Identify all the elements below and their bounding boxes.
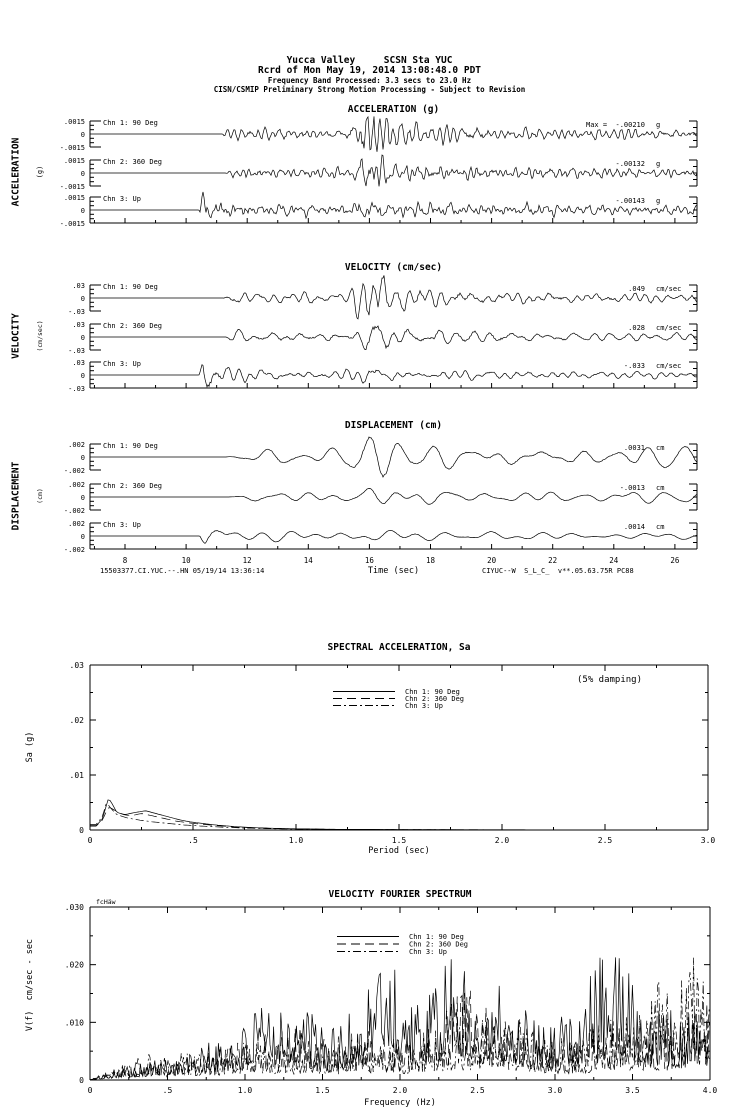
fourier-ylabel: V(f) cm/sec - sec <box>25 938 35 1032</box>
x-tick-label: 2.5 <box>470 1086 485 1095</box>
channel-label: Chn 1: 90 Deg <box>103 442 158 450</box>
time-tick-label: 22 <box>548 556 558 565</box>
legend-label: Chn 1: 90 Deg <box>409 933 464 941</box>
strip-ytick-label: .002 <box>68 520 85 528</box>
station-title: Yucca Valley SCSN Sta YUC <box>286 55 453 66</box>
legend-label: Chn 3: Up <box>405 702 443 710</box>
time-tick-label: 8 <box>122 556 128 565</box>
channel-label: Chn 2: 360 Deg <box>103 482 163 490</box>
x-tick-label: .5 <box>162 1086 173 1095</box>
strip-ytick-label: .0015 <box>63 194 85 202</box>
max-unit-label: cm/sec <box>656 285 682 293</box>
y-tick-label: 0 <box>79 826 84 835</box>
processing-disclaimer: CISN/CSMIP Preliminary Strong Motion Processing - Subject to Revision <box>213 85 526 94</box>
strip-ytick-label: -.0015 <box>59 144 85 152</box>
waveform-trace <box>90 365 697 387</box>
strip-ytick-label: -.0015 <box>59 220 85 228</box>
time-tick-label: 10 <box>181 556 191 565</box>
x-tick-label: 2.5 <box>597 836 613 845</box>
strip-ytick-label: .002 <box>68 441 85 449</box>
waveform-trace <box>90 530 697 543</box>
y-tick-label: .020 <box>64 960 84 970</box>
max-unit-label: cm <box>656 444 665 452</box>
strip-ytick-label: .03 <box>72 359 85 367</box>
record-id-footer: 15503377.CI.YUC.--.HN 05/19/14 13:36:14 <box>100 567 265 575</box>
sa-ylabel: Sa (g) <box>25 731 35 763</box>
processing-codes-footer: CIYUC--W S_L_C_ v**.05.63.75R PC88 <box>482 567 634 575</box>
x-tick-label: 0 <box>87 1086 93 1095</box>
x-tick-label: 1.5 <box>391 836 407 845</box>
legend-label: Chn 3: Up <box>409 948 447 956</box>
x-tick-label: 1.0 <box>237 1086 253 1095</box>
y-tick-label: .010 <box>64 1018 84 1028</box>
channel-label: Chn 3: Up <box>103 195 141 203</box>
strip-ytick-label: .002 <box>68 481 85 489</box>
max-unit-label: g <box>656 160 661 168</box>
time-tick-label: 14 <box>303 556 313 565</box>
strip-ytick-label: -.03 <box>68 347 85 355</box>
channel-label: Chn 3: Up <box>103 521 141 529</box>
x-tick-label: .5 <box>188 836 198 845</box>
x-tick-label: 3.5 <box>625 1086 640 1095</box>
max-value-label: .0014 <box>623 523 645 531</box>
max-value-label: -.00132 <box>615 160 645 168</box>
x-tick-label: 2.0 <box>494 836 510 845</box>
y-tick-label: .030 <box>64 903 84 912</box>
frequency-axis-label: Frequency (Hz) <box>364 1098 436 1108</box>
strip-ytick-label: 0 <box>80 295 85 303</box>
acceleration-panel-title: ACCELERATION (g) <box>347 104 440 115</box>
time-tick-label: 12 <box>242 556 252 565</box>
max-value-label: -.0013 <box>619 484 645 492</box>
legend-label: Chn 2: 360 Deg <box>409 940 469 949</box>
strip-ytick-label: 0 <box>80 207 85 215</box>
strip-ytick-label: .0015 <box>63 157 85 165</box>
waveform-trace <box>90 488 697 504</box>
damping-annotation: (5% damping) <box>577 675 643 685</box>
strip-ytick-label: -.002 <box>63 467 85 475</box>
strip-ytick-label: -.0015 <box>59 183 85 191</box>
strip-ytick-label: 0 <box>80 131 85 139</box>
strip-ytick-label: 0 <box>80 372 85 380</box>
waveform-trace <box>90 437 697 477</box>
max-unit-label: cm/sec <box>656 324 682 332</box>
strip-ytick-label: 0 <box>80 170 85 178</box>
strip-ytick-label: -.002 <box>63 546 85 554</box>
legend-label: Chn 1: 90 Deg <box>405 688 460 696</box>
acceleration-axis-units: (g) <box>36 165 44 179</box>
max-unit-label: cm <box>656 523 665 531</box>
period-axis-label: Period (sec) <box>368 846 430 856</box>
fourier-spectrum-title: VELOCITY FOURIER SPECTRUM <box>328 889 472 900</box>
velocity-panel-title: VELOCITY (cm/sec) <box>344 262 443 273</box>
time-tick-label: 16 <box>364 556 374 565</box>
legend-label: Chn 2: 360 Deg <box>405 695 465 703</box>
displacement-axis-units: (cm) <box>36 488 44 504</box>
y-tick-label: .03 <box>69 661 84 670</box>
waveform-trace <box>90 326 697 350</box>
strip-ytick-label: .0015 <box>63 118 85 126</box>
strip-ytick-label: -.03 <box>68 308 85 316</box>
max-unit-label: cm/sec <box>656 362 682 370</box>
velocity-axis-label: VELOCITY <box>10 313 22 359</box>
acceleration-axis-label: ACCELERATION <box>10 137 22 207</box>
strip-ytick-label: -.03 <box>68 385 85 393</box>
channel-label: Chn 3: Up <box>103 360 141 368</box>
time-tick-label: 20 <box>487 556 497 565</box>
strip-ytick-label: 0 <box>80 454 85 462</box>
frequency-band-note: Frequency Band Processed: 3.3 secs to 23.0 Hz <box>267 76 472 85</box>
channel-label: Chn 2: 360 Deg <box>103 322 163 330</box>
channel-label: Chn 1: 90 Deg <box>103 283 158 291</box>
time-axis-label: Time (sec) <box>367 566 420 576</box>
displacement-axis-label: DISPLACEMENT <box>10 461 22 531</box>
max-unit-label: g <box>656 121 661 129</box>
x-tick-label: 3.0 <box>700 836 716 845</box>
strip-ytick-label: 0 <box>80 494 85 502</box>
x-tick-label: 2.0 <box>392 1086 408 1095</box>
channel-label: Chn 1: 90 Deg <box>103 119 158 127</box>
max-value-label: .0031 <box>623 444 645 452</box>
x-tick-label: 3.0 <box>547 1086 563 1095</box>
waveform-trace <box>90 155 697 186</box>
x-tick-label: 1.5 <box>315 1086 330 1095</box>
time-tick-label: 24 <box>609 556 619 565</box>
max-value-label: Max = -.00210 <box>585 121 645 129</box>
strip-ytick-label: 0 <box>80 533 85 541</box>
max-unit-label: cm <box>656 484 665 492</box>
strip-ytick-label: .03 <box>72 282 85 290</box>
max-value-label: -.00143 <box>615 197 645 205</box>
fourier-corner-annotation: fcHäw <box>96 898 116 906</box>
max-value-label: -.033 <box>623 362 645 370</box>
y-tick-label: .01 <box>69 771 84 780</box>
max-unit-label: g <box>656 197 661 205</box>
y-tick-label: 0 <box>79 1076 84 1085</box>
record-datetime: Rcrd of Mon May 19, 2014 13:08:48.0 PDT <box>257 65 482 76</box>
strip-ytick-label: .03 <box>72 321 85 329</box>
max-value-label: .049 <box>628 285 645 293</box>
time-tick-label: 26 <box>670 556 680 565</box>
displacement-panel-title: DISPLACEMENT (cm) <box>344 420 443 431</box>
channel-label: Chn 2: 360 Deg <box>103 158 163 166</box>
x-tick-label: 0 <box>87 836 93 845</box>
velocity-axis-units: (cm/sec) <box>36 320 44 352</box>
x-tick-label: 1.0 <box>288 836 304 845</box>
x-tick-label: 4.0 <box>702 1086 718 1095</box>
strip-ytick-label: 0 <box>80 334 85 342</box>
time-tick-label: 18 <box>425 556 436 565</box>
spectral-acceleration-title: SPECTRAL ACCELERATION, Sa <box>327 642 471 653</box>
y-tick-label: .02 <box>69 716 84 725</box>
waveform-trace <box>90 275 697 319</box>
waveform-trace <box>90 192 697 218</box>
max-value-label: .028 <box>628 324 645 332</box>
strip-ytick-label: -.002 <box>63 507 85 515</box>
